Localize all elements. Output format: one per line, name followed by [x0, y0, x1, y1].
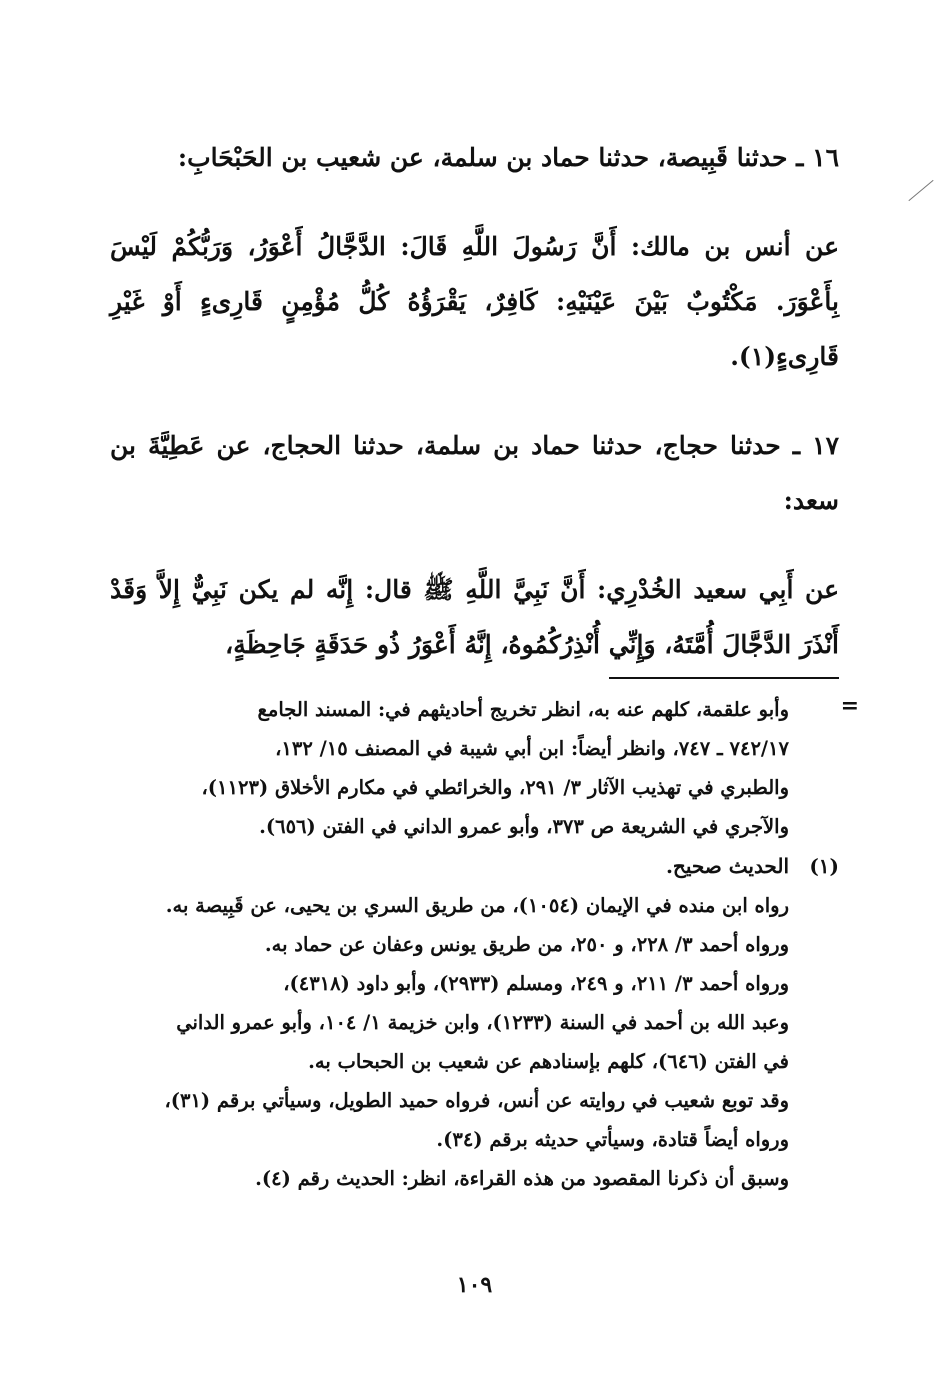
main-text	[110, 130, 839, 706]
hadith-17-isnad: ١٧ ـ حدثنا حجاج، حدثنا حماد بن سلمة، حدثنا الحجاج، عن عَطِيَّةَ بن سعد:	[110, 431, 839, 515]
hadith-16-matn: عن أنس بن مالك: أَنَّ رَسُولَ اللَّهِ قَالَ: الدَّجَّالُ أَعْوَرُ، وَرَبُّكُمْ لَيْسَ بِأَعْوَرَ. مَكْتُوبٌ بَيْنَ عَيْنَيْهِ: كَافِرٌ، يَقْرَؤُهُ كُلُّ مُؤْمِنٍ قَارِىءٍ أَوْ غَيْرِ قَارِىءٍ(١).	[110, 232, 839, 371]
footnote-line: والطبري في تهذيب الآثار ٣/ ٢٩١، والخرائطي في مكارم الأخلاق (١١٢٣)،	[201, 776, 789, 799]
footnote-line: ٧٤٢/١٧ ـ ٧٤٧، وانظر أيضاً: ابن أبي شيبة في المصنف ١٥/ ١٣٢،	[275, 737, 789, 760]
footnote-1-body	[112, 886, 789, 1198]
footnote-1-heading: الحديث صحيح.	[665, 854, 789, 878]
footnote-line: والآجري في الشريعة ص ٣٧٣، وأبو عمرو الداني في الفتن (٦٥٦).	[259, 815, 789, 838]
footnote-separator	[609, 677, 839, 679]
hadith-16-isnad: ١٦ ـ حدثنا قَبِيصة، حدثنا حماد بن سلمة، عن شعيب بن الحَبْحَابِ:	[177, 143, 839, 172]
footnote-line: في الفتن (٦٤٦)، كلهم بإسنادهم عن شعيب بن الحبحاب به.	[308, 1050, 789, 1073]
footnote-1-heading-row	[112, 846, 839, 886]
footnotes	[112, 690, 839, 1198]
footnote-line: وأبو علقمة، كلهم عنه به، انظر تخريج أحاديثهم في: المسند الجامع	[257, 698, 789, 721]
footnote-line: وقد توبع شعيب في روايته عن أنس، فرواه حميد الطويل، وسيأتي برقم (٣١)،	[164, 1089, 789, 1112]
footnote-line: وعبد الله بن أحمد في السنة (١٢٣٣)، وابن خزيمة ١/ ١٠٤، وأبو عمرو الداني	[176, 1011, 789, 1034]
footnote-line: ورواه أحمد ٣/ ٢٢٨، و ٢٥٠، من طريق يونس وعفان عن حماد به.	[264, 933, 789, 956]
footnote-1-number: (١)	[809, 854, 839, 878]
footnote-continuation-mark: =	[840, 693, 859, 719]
hadith-17-matn: عن أَبِي سعيد الخُدْرِي: أَنَّ نَبِيَّ اللَّهِ ﷺ قال: إِنَّه لم يكن نَبِيٌّ إِلاَّ وَقَدْ أَنْذَرَ الدَّجَّالَ أُمَّتَهُ، وَإِنِّي أُنْذِرُكُمُوهُ، إِنَّهُ أَعْوَرُ ذُو حَدَقَةٍ جَاحِظَةٍ،	[110, 575, 839, 659]
footnote-line: ورواه أحمد ٣/ ٢١١، و ٢٤٩، ومسلم (٢٩٣٣)، وأبو داود (٤٣١٨)،	[283, 972, 789, 995]
footnote-continuation	[112, 690, 789, 846]
scan-artifact-stroke	[908, 180, 933, 201]
footnote-line: وسبق أن ذكرنا المقصود من هذه القراءة، انظر: الحديث رقم (٤).	[255, 1167, 789, 1190]
footnote-line: ورواه أيضاً قتادة، وسيأتي حديثه برقم (٣٤).	[436, 1128, 789, 1151]
page-number: ١٠٩	[456, 1272, 493, 1298]
footnote-line: رواه ابن منده في الإيمان (١٠٥٤)، من طريق السري بن يحيى، عن قَبِيصة به.	[165, 894, 789, 917]
